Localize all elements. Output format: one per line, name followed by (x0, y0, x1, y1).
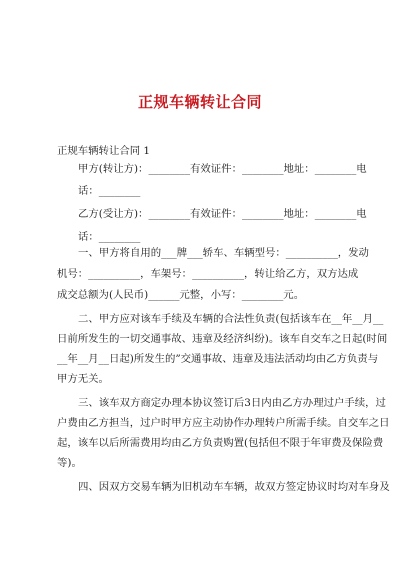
clause-1-line-2: 机号：__________，车架号：__________，转让给乙方，双方达成 (57, 268, 359, 280)
clause-3-line-2: 户费由乙方担当，过户时甲方应主动协作办理转户所需手续。自交车之日 (57, 417, 390, 429)
document-title: 正规车辆转让合同 (137, 93, 262, 111)
clause-3-line-4: 等)。 (57, 457, 82, 469)
party-b-line: 乙方(受让方)：________有效证件：________地址：________电 (78, 208, 367, 220)
clause-2-line-4: 甲方无关。 (57, 373, 109, 385)
subtitle: 正规车辆转让合同 1 (57, 145, 151, 157)
party-a-line: 甲方(转让方)：________有效证件：________地址：________电 (78, 163, 367, 175)
party-b-phone: 话：________ (78, 231, 141, 243)
clause-2-line-2: 日前所发生的一切交通事故、违章及经济纠纷)。该车自交车之日起(时间 (57, 333, 388, 345)
clause-1-line-1: 一、甲方将自用的___牌___轿车、车辆型号：__________，发动 (78, 247, 369, 259)
party-a-phone: 话：________ (78, 185, 141, 197)
clause-3-line-3: 起，该车以后所需费用均由乙方负责购置(包括但不限于年审费及保险费 (57, 437, 384, 449)
clause-4-line-1: 四、因双方交易车辆为旧机动车车辆，故双方签定协议时均对车身及 (78, 481, 390, 493)
clause-1-line-3: 成交总额为(人民币)______元整，小写：________元。 (57, 289, 305, 301)
clause-3-line-1: 三、该车双方商定办理本协议签订后3日内由乙方办理过户手续，过 (78, 397, 386, 409)
clause-2-line-3: __年__月__日起)所发生的”交通事故、违章及违法活动均由乙方负责与 (57, 353, 379, 365)
clause-2-line-1: 二、甲方应对该车手续及车辆的合法性负责(包括该车在__年__月__ (78, 313, 384, 325)
